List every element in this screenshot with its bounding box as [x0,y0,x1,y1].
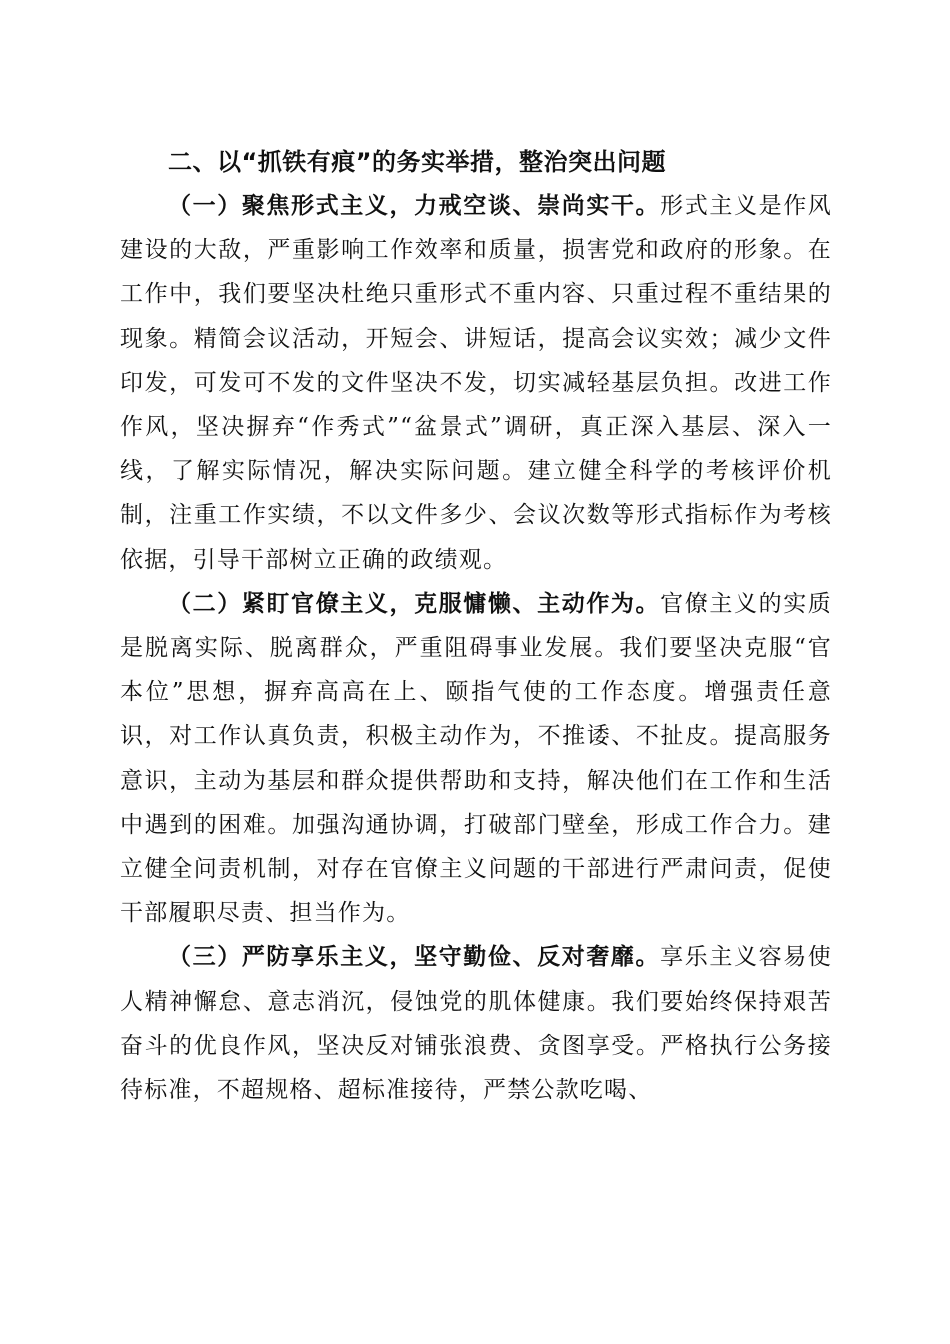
section-heading: 二、以“抓铁有痕”的务实举措，整治突出问题 [168,148,667,176]
paragraph-body: 形式主义是作风建设的大敌，严重影响工作效率和质量，损害党和政府的形象。在工作中，我们要坚决杜绝只重形式不重内容、只重过程不重结果的现象。精简会议活动，开短会、讲短话，提高会议实效；减少文件印发，可发可不发的文件坚决不发，切实减轻基层负担。改进工作作风，坚决摒弃“作秀式”“盆景式”调研，真正深入基层、深入一线，了解实际情况，解决实际问题。建立健全科学的考核评价机制，注重工作实绩，不以文件多少、会议次数等形式指标作为考核依据，引导干部树立正确的政绩观。 [120,193,833,573]
paragraph-body: 官僚主义的实质是脱离实际、脱离群众，严重阻碍事业发展。我们要坚决克服“官本位”思想，摒弃高高在上、颐指气使的工作态度。增强责任意识，对工作认真负责，积极主动作为，不推诿、不扯皮。提高服务意识，主动为基层和群众提供帮助和支持，解决他们在工作和生活中遇到的困难。加强沟通协调，打破部门壁垒，形成工作合力。建立健全问责机制，对存在官僚主义问题的干部进行严肃问责，促使干部履职尽责、担当作为。 [120,590,833,927]
paragraph-body: 享乐主义容易使人精神懈怠、意志消沉，侵蚀党的肌体健康。我们要始终保持艰苦奋斗的优良作风，坚决反对铺张浪费、贪图享受。严格执行公务接待标准，不超规格、超标准接待，严禁公款吃喝、 [120,944,833,1104]
paragraph-hedonism [120,935,832,1112]
paragraph-lead: （一）聚焦形式主义，力戒空谈、崇尚实干。 [168,192,661,219]
paragraph-bureaucratism [120,582,832,936]
paragraph-lead: （三）严防享乐主义，坚守勤俭、反对奢靡。 [168,943,661,971]
paragraph-lead: （二）紧盯官僚主义，克服慵懒、主动作为。 [168,589,661,617]
document-page [120,140,832,1112]
paragraph-formalism [120,184,832,582]
